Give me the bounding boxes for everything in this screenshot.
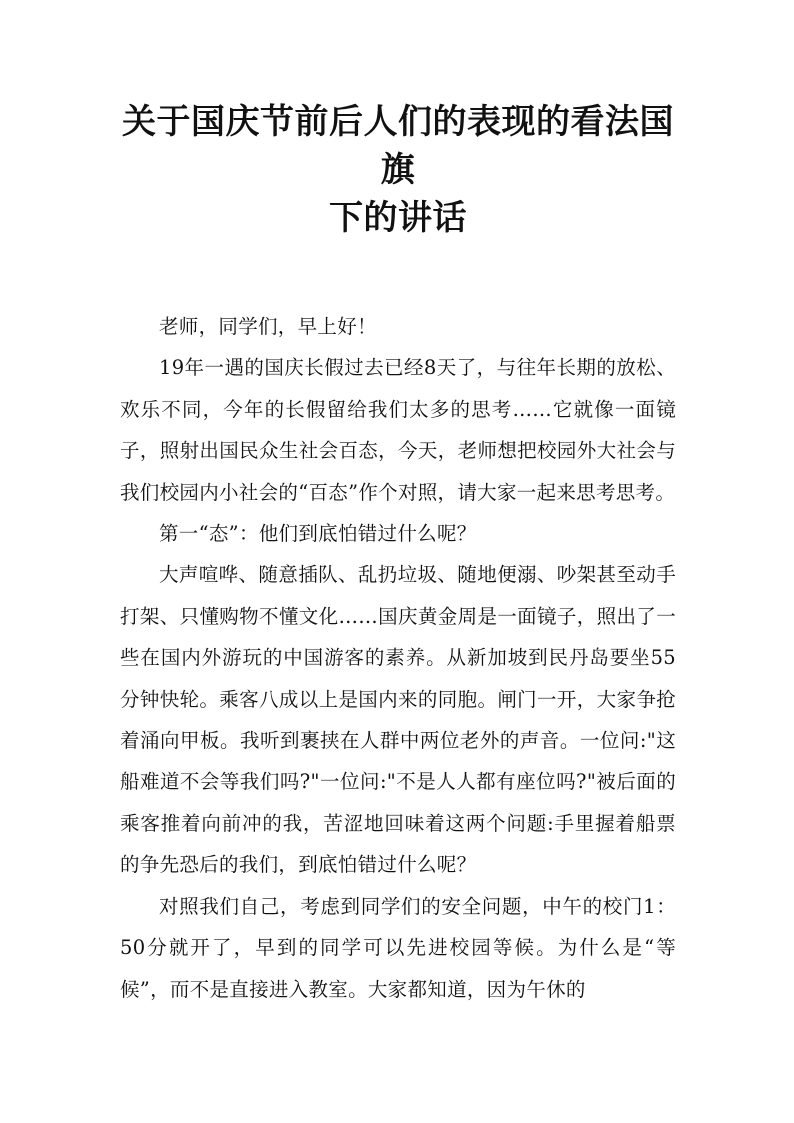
title-line-2: 下的讲话	[329, 198, 467, 238]
document-title	[120, 98, 676, 242]
paragraph-school-gate: 对照我们自己，考虑到同学们的安全问题，中午的校门1：50分就开了，早到的同学可以先进校园等候。为什么是“等候”，而不是直接进入教室。大家都知道，因为午休的	[120, 894, 676, 1001]
paragraph-tourists: 大声喧哗、随意插队、乱扔垃圾、随地便溺、吵架甚至动手打架、只懂购物不懂文化……国庆黄金周是一面镜子，照出了一些在国内外游玩的中国游客的素养。从新加坡到民丹岛要坐55分钟快轮。乘客八成以上是国内来的同胞。闸门一开，大家争抢着涌向甲板。我听到裹挟在人群中两位老外的声音。一位问:"这船难道不会等我们吗?"一位问:"不是人人都有座位吗?"被后面的乘客推着向前冲的我，苦涩地回味着这两个问题:手里握着船票的争先恐后的我们，到底怕错过什么呢？	[120, 563, 676, 877]
paragraph-intro: 19年一遇的国庆长假过去已经8天了，与往年长期的放松、欢乐不同，今年的长假留给我们太多的思考……它就像一面镜子，照射出国民众生社会百态，今天，老师想把校园外大社会与我们校园内小社会的“百态”作个对照，请大家一起来思考思考。	[120, 356, 676, 504]
document-body	[120, 306, 676, 1010]
paragraph-heading-first: 第一“态”：他们到底怕错过什么呢？	[159, 522, 477, 546]
title-line-1: 关于国庆节前后人们的表现的看法国旗	[122, 102, 674, 190]
paragraph-greeting: 老师，同学们，早上好！	[159, 315, 377, 338]
